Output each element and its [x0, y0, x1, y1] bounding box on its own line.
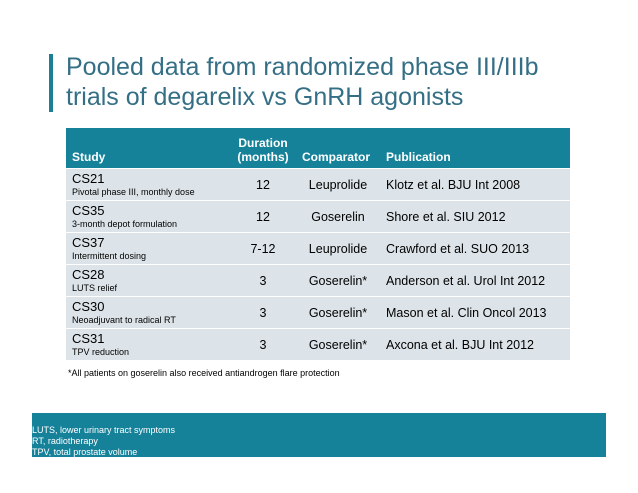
comparator-cell: Leuprolide — [296, 233, 380, 265]
study-id: CS28 — [72, 267, 105, 282]
study-description: 3-month depot formulation — [72, 219, 178, 229]
abbreviation-item: TPV, total prostate volume — [32, 447, 138, 457]
comparator-cell: Leuprolide — [296, 169, 380, 201]
table-row — [66, 169, 570, 201]
header-study: Study — [66, 128, 230, 169]
study-cell — [66, 265, 230, 297]
study-description: Neoadjuvant to radical RT — [72, 315, 176, 325]
publication-cell: Axcona et al. BJU Int 2012 — [380, 329, 570, 361]
study-cell — [66, 169, 230, 201]
table-row — [66, 297, 570, 329]
header-duration-line-2: (months) — [237, 150, 289, 164]
comparator-cell: Goserelin* — [296, 265, 380, 297]
duration-cell: 3 — [230, 297, 296, 329]
study-description: LUTS relief — [72, 283, 118, 293]
publication-cell: Mason et al. Clin Oncol 2013 — [380, 297, 570, 329]
duration-cell: 3 — [230, 329, 296, 361]
table-row — [66, 329, 570, 361]
study-id: CS21 — [72, 171, 105, 186]
publication-cell: Shore et al. SIU 2012 — [380, 201, 570, 233]
table-row — [66, 265, 570, 297]
study-cell — [66, 233, 230, 265]
study-id: CS35 — [72, 203, 105, 218]
abbreviation-item: LUTS, lower urinary tract symptoms — [32, 425, 176, 435]
table-row — [66, 233, 570, 265]
comparator-cell: Goserelin* — [296, 297, 380, 329]
publication-cell: Klotz et al. BJU Int 2008 — [380, 169, 570, 201]
duration-cell: 7-12 — [230, 233, 296, 265]
study-cell — [66, 201, 230, 233]
header-duration — [230, 128, 296, 169]
trials-table — [66, 128, 570, 360]
study-description: Intermittent dosing — [72, 251, 147, 261]
study-id: CS30 — [72, 299, 105, 314]
study-cell — [66, 329, 230, 361]
publication-cell: Crawford et al. SUO 2013 — [380, 233, 570, 265]
study-description: TPV reduction — [72, 347, 130, 357]
abbreviation-item: RT, radiotherapy — [32, 436, 98, 446]
page-title — [66, 52, 626, 112]
header-publication: Publication — [380, 128, 570, 169]
header-comparator: Comparator — [296, 128, 380, 169]
study-cell — [66, 297, 230, 329]
table-row — [66, 201, 570, 233]
abbreviations-box — [32, 413, 606, 457]
page-title-line-1: Pooled data from randomized phase III/IIIb — [66, 53, 539, 81]
table-header-row — [66, 128, 570, 169]
study-description: Pivotal phase III, monthly dose — [72, 187, 195, 197]
comparator-cell: Goserelin* — [296, 329, 380, 361]
comparator-cell: Goserelin — [296, 201, 380, 233]
publication-cell: Anderson et al. Urol Int 2012 — [380, 265, 570, 297]
study-id: CS31 — [72, 331, 105, 346]
study-id: CS37 — [72, 235, 105, 250]
header-duration-line-1: Duration — [238, 136, 288, 150]
title-accent-bar — [49, 54, 53, 112]
footnote: *All patients on goserelin also received antiandrogen flare protection — [68, 368, 340, 378]
duration-cell: 12 — [230, 169, 296, 201]
page-title-line-2: trials of degarelix vs GnRH agonists — [66, 83, 464, 111]
duration-cell: 12 — [230, 201, 296, 233]
duration-cell: 3 — [230, 265, 296, 297]
